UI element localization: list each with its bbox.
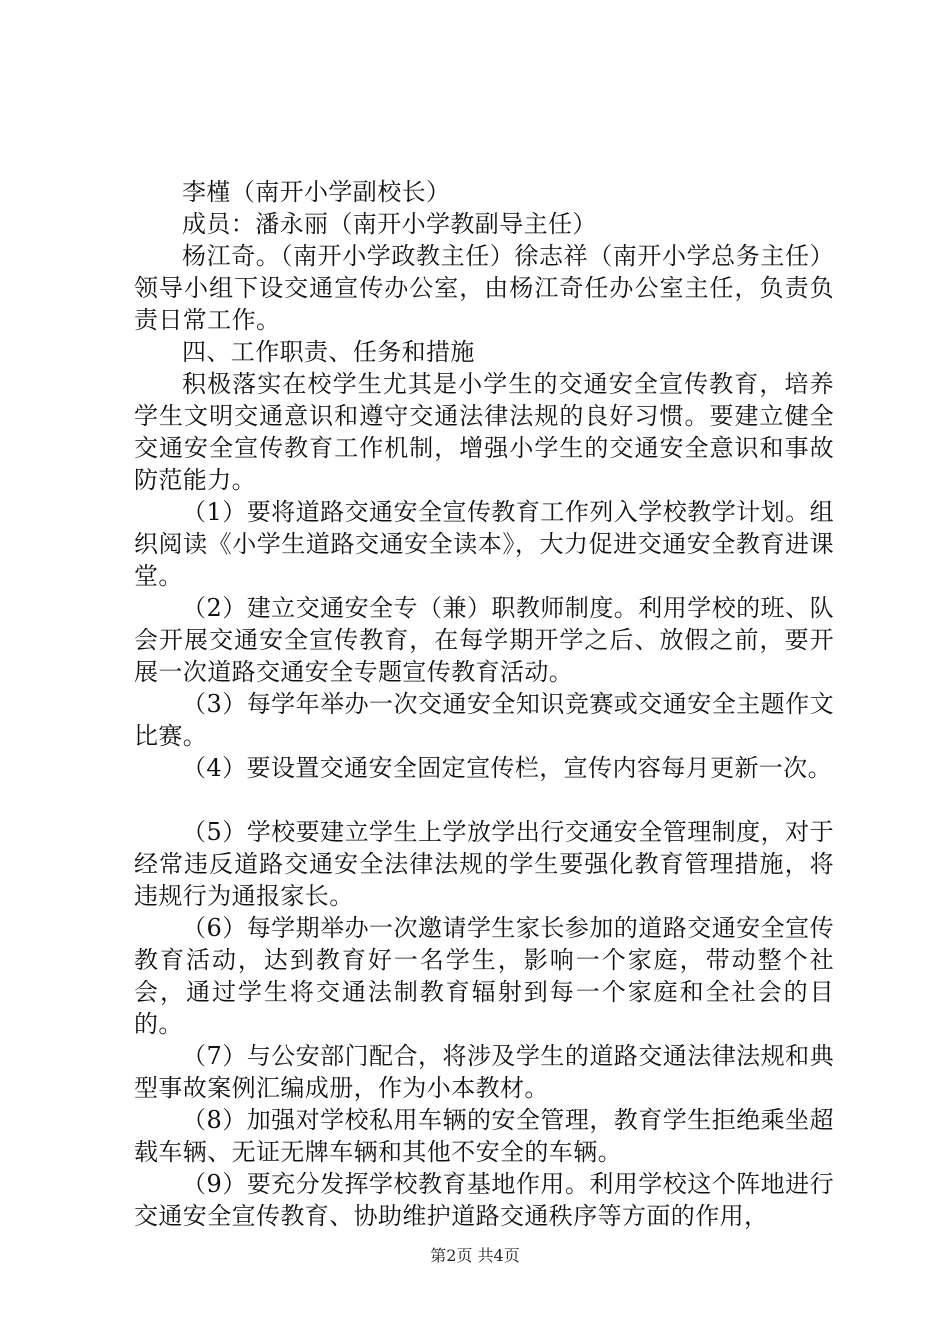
list-item-6: （6）每学期举办一次邀请学生家长参加的道路交通安全宣传教育活动，达到教育好一名学生，影响一个家庭，带动整个社会，通过学生将交通法制教育辐射到每一个家庭和全社会的目的。 xyxy=(134,914,834,1038)
list-item-4: （4）要设置交通安全固定宣传栏，宣传内容每月更新一次。 xyxy=(182,754,833,782)
document-body xyxy=(134,176,834,1232)
page-number-footer: 第2页 共4页 xyxy=(430,1246,520,1265)
member-line-members: 成员：潘永丽（南开小学教副导主任） xyxy=(182,210,597,238)
list-item-5: （5）学校要建立学生上学放学出行交通安全管理制度，对于经常违反道路交通安全法律法规的学生要强化教育管理措施，将违规行为通报家长。 xyxy=(134,818,834,910)
list-item-2: （2）建立交通安全专（兼）职教师制度。利用学校的班、队会开展交通安全宣传教育，在每学期开学之后、放假之前，要开展一次道路交通安全专题宣传教育活动。 xyxy=(134,594,834,686)
list-item-7: （7）与公安部门配合，将涉及学生的道路交通法律法规和典型事故案例汇编成册，作为小本教材。 xyxy=(134,1042,834,1102)
list-item-9: （9）要充分发挥学校教育基地作用。利用学校这个阵地进行交通安全宣传教育、协助维护道路交通秩序等方面的作用， xyxy=(134,1170,834,1230)
list-item-3: （3）每学年举办一次交通安全知识竞赛或交通安全主题作文比赛。 xyxy=(134,690,834,750)
member-line-vice-principal: 李槿（南开小学副校长） xyxy=(182,178,451,206)
list-item-8: （8）加强对学校私用车辆的安全管理，教育学生拒绝乘坐超载车辆、无证无牌车辆和其他不安全的车辆。 xyxy=(134,1106,834,1166)
list-item-1: （1）要将道路交通安全宣传教育工作列入学校教学计划。组织阅读《小学生道路交通安全读本》，大力促进交通安全教育进课堂。 xyxy=(134,498,834,590)
paragraph-overview: 积极落实在校学生尤其是小学生的交通安全宣传教育，培养学生文明交通意识和遵守交通法律法规的良好习惯。要建立健全交通安全宣传教育工作机制，增强小学生的交通安全意识和事故防范能力。 xyxy=(134,370,834,494)
member-line-office: 杨江奇。（南开小学政教主任）徐志祥（南开小学总务主任）领导小组下设交通宣传办公室，由杨江奇任办公室主任，负责负责日常工作。 xyxy=(134,242,834,334)
section-heading-duties: 四、工作职责、任务和措施 xyxy=(182,338,475,366)
